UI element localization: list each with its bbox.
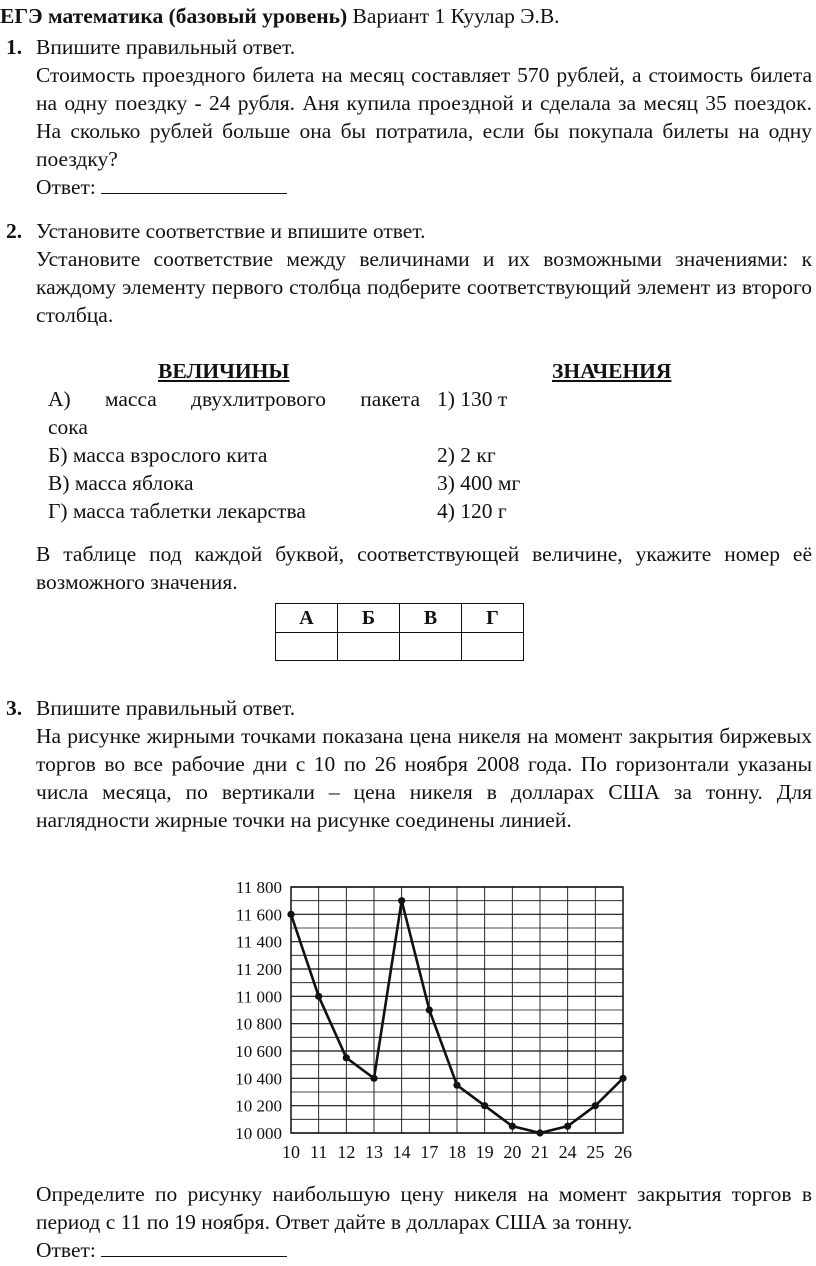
quantity-item: А) масса двухлитрового пакета	[48, 387, 420, 411]
task-text	[36, 540, 812, 596]
text-line: Стоимость проездного билета на месяц составляет 570 рублей, а стоимость	[36, 63, 744, 87]
text-line: за месяц 35 поездок. На сколько рублей больше она бы потратила, если бы	[36, 91, 813, 143]
text-line: покупала билеты на одну поездку?	[36, 119, 813, 171]
y-tick-label: 10 400	[235, 1069, 282, 1089]
data-point	[370, 1075, 377, 1082]
answer-label: Ответ:	[36, 1238, 96, 1262]
y-tick-label: 10 200	[235, 1096, 282, 1116]
task-number: 3.	[6, 696, 23, 720]
value-item: 2) 2 кг	[437, 443, 496, 467]
data-point	[509, 1123, 516, 1130]
x-tick-label: 12	[337, 1142, 356, 1162]
text-line: На рисунке жирными точками показана цена никеля на момент закрытия	[36, 724, 714, 748]
task-text	[36, 245, 812, 329]
answer-cell[interactable]	[400, 633, 462, 661]
x-tick-label: 14	[392, 1142, 411, 1162]
table-header-cell: Б	[338, 604, 400, 633]
task-instruction: Впишите правильный ответ.	[36, 696, 296, 720]
table-header-cell: Г	[462, 604, 524, 633]
text-line: Установите соответствие между величинами и их возможными	[36, 247, 662, 271]
quantity-item: В) масса яблока	[48, 471, 194, 495]
y-tick-label: 10 000	[235, 1124, 282, 1143]
quantity-item: сока	[48, 415, 88, 439]
answer-row	[36, 173, 812, 201]
x-tick-label: 21	[531, 1142, 549, 1162]
task-3	[0, 694, 812, 834]
text-line: горизонтали указаны числа месяца, по вертикали – цена никеля в долларах	[36, 752, 813, 804]
answer-field[interactable]	[101, 1236, 287, 1257]
answer-field[interactable]	[101, 173, 287, 194]
data-point	[453, 1082, 460, 1089]
task-body	[36, 694, 812, 834]
data-point	[536, 1129, 543, 1136]
y-tick-label: 11 200	[235, 960, 282, 979]
task-text	[36, 722, 812, 834]
answer-cell[interactable]	[276, 633, 338, 661]
nickel-price-chart	[0, 870, 816, 1170]
value-item: 4) 120 г	[437, 499, 507, 523]
answer-table	[275, 603, 524, 661]
text-line: её возможного значения.	[36, 542, 812, 594]
data-point	[481, 1102, 488, 1109]
task-text	[36, 61, 812, 173]
task-instruction: Впишите правильный ответ.	[36, 35, 296, 59]
x-tick-label: 17	[420, 1142, 439, 1162]
y-tick-label: 10 600	[235, 1042, 282, 1061]
data-point	[619, 1075, 626, 1082]
data-point	[592, 1102, 599, 1109]
data-point	[564, 1123, 571, 1130]
task-body	[36, 33, 812, 201]
x-tick-label: 26	[614, 1142, 632, 1162]
text-line: Определите по рисунку наибольшую цену никеля на момент закрытия	[36, 1182, 722, 1206]
text-line: биржевых торгов во все рабочие дни с 10 по 26 ноября 2008 года. По	[36, 724, 812, 776]
text-line: билета на одну поездку - 24 рубля. Аня купила проездной и сделала	[36, 63, 812, 115]
answer-cell[interactable]	[462, 633, 524, 661]
data-point	[287, 911, 294, 918]
answer-table-inputs	[276, 633, 524, 661]
x-tick-label: 11	[309, 1142, 328, 1162]
answer-label: Ответ:	[36, 175, 96, 199]
x-tick-label: 18	[448, 1142, 466, 1162]
data-point	[343, 1054, 350, 1061]
task-2	[0, 217, 812, 329]
text-line: торгов в период с 11 по 19 ноября. Ответ дайте в долларах США за тонну.	[36, 1182, 812, 1234]
data-point	[398, 897, 405, 904]
value-item: 1) 130 т	[437, 387, 508, 411]
y-tick-label: 10 800	[235, 1014, 282, 1034]
data-point	[426, 1006, 433, 1013]
task-body	[36, 217, 812, 329]
text-line: США за тонну. Для наглядности жирные точки на рисунке соединены	[36, 780, 812, 832]
column-title-quantities: ВЕЛИЧИНЫ	[158, 359, 290, 383]
x-tick-label: 13	[365, 1142, 383, 1162]
answer-row	[36, 1236, 812, 1264]
y-tick-label: 11 400	[235, 932, 282, 952]
table-header-cell: А	[276, 604, 338, 633]
task-instruction: Установите соответствие и впишите ответ.	[36, 219, 426, 243]
column-title-values: ЗНАЧЕНИЯ	[552, 359, 672, 383]
x-tick-label: 20	[503, 1142, 522, 1162]
x-tick-label: 10	[282, 1142, 300, 1162]
data-point	[315, 993, 322, 1000]
answer-cell[interactable]	[338, 633, 400, 661]
x-tick-label: 19	[475, 1142, 494, 1162]
page-header	[0, 2, 560, 30]
header-title: ЕГЭ математика (базовый уровень)	[0, 4, 348, 28]
quantity-item: Г) масса таблетки лекарства	[48, 499, 306, 523]
answer-table-header	[276, 604, 524, 633]
task-3-question	[0, 1180, 812, 1264]
task-body	[36, 1180, 812, 1264]
task-1	[0, 33, 812, 201]
x-tick-label: 24	[558, 1142, 577, 1162]
y-tick-label: 11 000	[235, 987, 282, 1007]
text-line: линией.	[500, 808, 572, 832]
y-tick-label: 11 600	[235, 905, 282, 925]
x-tick-label: 25	[586, 1142, 605, 1162]
task-number: 2.	[6, 219, 23, 243]
table-header-cell: В	[400, 604, 462, 633]
task-number: 1.	[6, 35, 23, 59]
text-line: В таблице под каждой буквой, соответствующей величине, укажите номер	[36, 542, 780, 566]
header-variant: Вариант 1 Куулар Э.В.	[347, 4, 560, 28]
text-line: значениями: к каждому элементу первого столбца подберите	[36, 247, 813, 299]
value-item: 3) 400 мг	[437, 471, 521, 495]
task-text	[36, 1180, 812, 1236]
text-line: соответствующий элемент из второго столбца.	[36, 275, 812, 327]
y-tick-label: 11 800	[235, 878, 282, 897]
table-instruction	[0, 540, 812, 596]
quantity-item: Б) масса взрослого кита	[48, 443, 268, 467]
